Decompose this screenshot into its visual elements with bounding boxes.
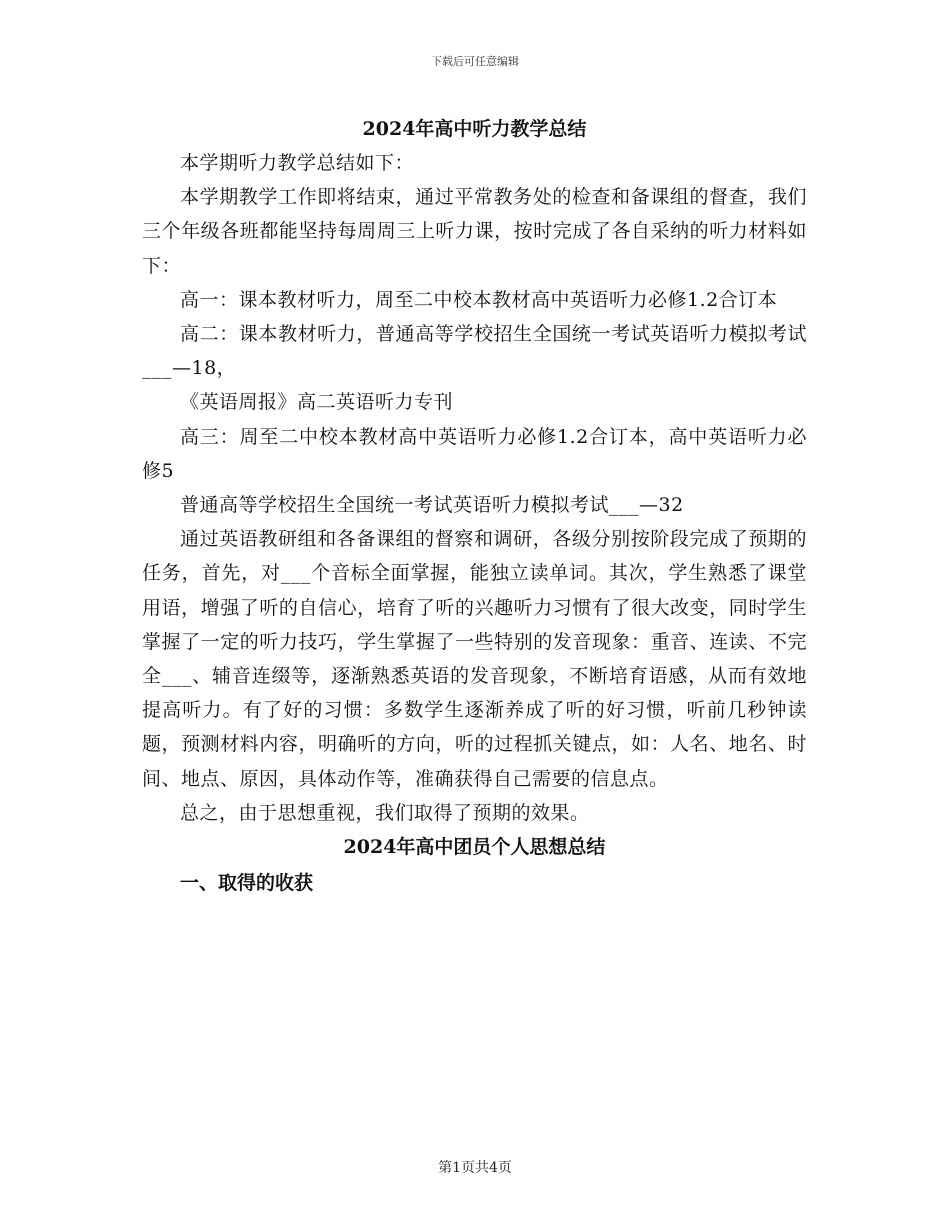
paragraph: 高三：周至二中校本教材高中英语听力必修1.2合订本，高中英语听力必修5 [142, 425, 807, 482]
second-title: 2024年高中团员个人思想总结 [343, 836, 606, 859]
paragraph: 总之，由于思想重视，我们取得了预期的效果。 [180, 801, 590, 824]
paragraph: 本学期听力教学总结如下： [180, 152, 415, 174]
paragraph: 通过英语教研组和各备课组的督察和调研，各级分别按阶段完成了预期的任务，首先，对___个音标全面掌握，能独立读单词。其次，学生熟悉了课堂用语，增强了听的自信心，培育了听的兴趣听力习惯有了很大改变，同时学生掌握了一定的听力技巧，学生掌握了一些特别的发音现象：重音、连读、不完全___、辅音连缀等，逐渐熟悉英语的发音现象，不断培育语感，从而有效地提高听力。有了好的习惯：多数学生逐渐养成了听的好习惯，听前几秒钟读题，预测材料内容，明确听的方向，听的过程抓关键点，如：人名、地名、时间、地点、原因，具体动作等，准确获得自己需要的信息点。 [142, 528, 807, 790]
document-body [142, 112, 807, 902]
paragraph: 普通高等学校招生全国统一考试英语听力模拟考试___—32 [180, 494, 684, 517]
document-title: 2024年高中听力教学总结 [362, 118, 587, 140]
paragraph: 本学期教学工作即将结束，通过平常教务处的检查和备课组的督查，我们三个年级各班都能坚持每周周三上听力课，按时完成了各自采纳的听力材料如下： [142, 186, 807, 277]
paragraph: 高二：课本教材听力，普通高等学校招生全国统一考试英语听力模拟考试___—18， [142, 323, 807, 380]
header-note: 下载后可任意编辑 [431, 55, 519, 68]
section-heading: 一、取得的收获 [180, 872, 314, 895]
page-number: 第1页共4页 [438, 1160, 512, 1176]
paragraph: 高一：课本教材听力，周至二中校本教材高中英语听力必修1.2合订本 [180, 288, 778, 311]
paragraph: 《英语周报》高二英语听力专刊 [180, 391, 454, 414]
